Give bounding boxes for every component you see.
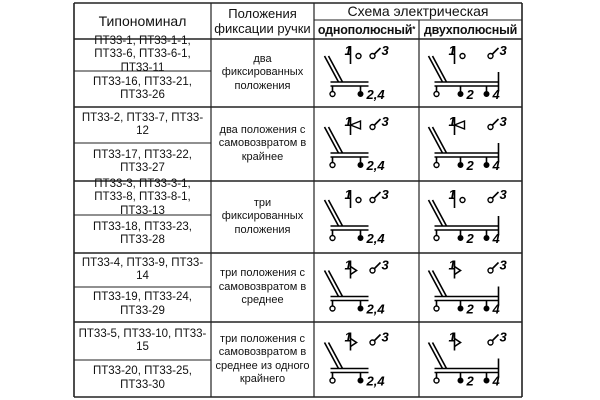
- type-cell-1-a: ПТ33-1, ПТ33-1-1, ПТ33-6, ПТ33-6-1, ПТ33-11: [94, 34, 191, 74]
- svg-text:3: 3: [499, 329, 507, 345]
- double-pole-schematic-3: [429, 187, 508, 246]
- svg-text:1: 1: [344, 329, 352, 345]
- svg-text:2,4: 2,4: [366, 158, 385, 173]
- type-cell-5-a: ПТ33-5, ПТ33-10, ПТ33-15: [78, 327, 207, 353]
- svg-text:2,4: 2,4: [366, 301, 385, 317]
- type-cell-1-b: ПТ33-16, ПТ33-21, ПТ33-26: [93, 75, 192, 101]
- header-position-label: Положения фиксации ручки: [214, 6, 311, 36]
- svg-text:2: 2: [466, 231, 474, 246]
- svg-text:3: 3: [381, 114, 389, 129]
- type-cell-5-b: ПТ33-20, ПТ33-25, ПТ33-30: [93, 365, 192, 391]
- position-cell-4: три положения с самовозвратом в среднее: [218, 267, 307, 307]
- type-cell-3-a: ПТ33-3, ПТ33-3-1, ПТ33-8, ПТ33-8-1, ПТ33-13: [94, 177, 191, 217]
- svg-text:2: 2: [466, 373, 474, 389]
- type-cell-3-b: ПТ33-18, ПТ33-23, ПТ33-28: [93, 220, 192, 246]
- svg-text:2,4: 2,4: [366, 231, 385, 246]
- single-pole-schematic-1: [325, 43, 390, 102]
- svg-text:3: 3: [499, 114, 507, 129]
- double-pole-schematic-1: [429, 43, 508, 102]
- svg-text:4: 4: [492, 158, 500, 173]
- position-cell-3: три фиксированных положения: [221, 196, 304, 236]
- svg-text:3: 3: [381, 43, 389, 58]
- svg-text:2,4: 2,4: [366, 87, 385, 102]
- type-cell-4-a: ПТ33-4, ПТ33-9, ПТ33-14: [81, 256, 204, 282]
- single-pole-schematic-2: [325, 114, 390, 173]
- header-double-pole: [419, 20, 522, 39]
- svg-text:1: 1: [344, 114, 352, 129]
- svg-text:3: 3: [381, 257, 389, 273]
- header-type-label: Типономинал: [98, 12, 187, 29]
- svg-text:1: 1: [344, 43, 352, 58]
- header-scheme: [314, 3, 522, 20]
- svg-text:1: 1: [344, 187, 352, 202]
- type-cell-4-b: ПТ33-19, ПТ33-24, ПТ33-29: [93, 291, 192, 317]
- svg-text:1: 1: [448, 114, 456, 129]
- header-scheme-label: Схема электрическая: [347, 3, 489, 19]
- double-pole-schematic-2: [429, 114, 508, 173]
- single-pole-schematic-5: [325, 330, 390, 389]
- position-cell-1: два фиксированных положения: [221, 52, 304, 92]
- svg-text:2,4: 2,4: [366, 373, 385, 389]
- svg-text:3: 3: [381, 329, 389, 345]
- type-cell-2-b: ПТ33-17, ПТ33-22, ПТ33-27: [93, 148, 192, 174]
- svg-text:4: 4: [492, 373, 500, 389]
- header-type: [74, 3, 211, 39]
- svg-text:2: 2: [466, 158, 474, 173]
- svg-text:1: 1: [448, 187, 456, 202]
- svg-text:4: 4: [492, 301, 500, 317]
- svg-text:3: 3: [499, 187, 507, 202]
- single-pole-schematic-4: [325, 258, 390, 317]
- double-pole-schematic-5: [429, 330, 508, 389]
- header-single-pole-label: однополюсный: [317, 22, 413, 37]
- single-pole-schematic-3: [325, 187, 390, 246]
- svg-text:2: 2: [466, 301, 474, 317]
- svg-text:3: 3: [499, 43, 507, 58]
- header-double-pole-label: двухполюсный: [423, 22, 518, 37]
- header-single-pole-mark: *: [412, 25, 416, 34]
- header-single-pole: [314, 20, 419, 39]
- svg-text:3: 3: [381, 187, 389, 202]
- double-pole-schematic-4: [429, 258, 508, 317]
- svg-text:4: 4: [492, 87, 500, 102]
- svg-text:2: 2: [466, 87, 474, 102]
- svg-text:3: 3: [499, 257, 507, 273]
- position-cell-5: три положения с самовозвратом в среднее из одного крайнего: [215, 332, 310, 385]
- svg-text:1: 1: [344, 257, 352, 273]
- svg-text:4: 4: [492, 231, 500, 246]
- svg-text:1: 1: [448, 257, 456, 273]
- header-position: [211, 3, 314, 39]
- position-cell-2: два положения с самовозвратом в крайнее: [218, 123, 307, 163]
- svg-text:1: 1: [448, 43, 456, 58]
- type-cell-2-a: ПТ33-2, ПТ33-7, ПТ33-12: [81, 111, 204, 137]
- svg-text:1: 1: [448, 329, 456, 345]
